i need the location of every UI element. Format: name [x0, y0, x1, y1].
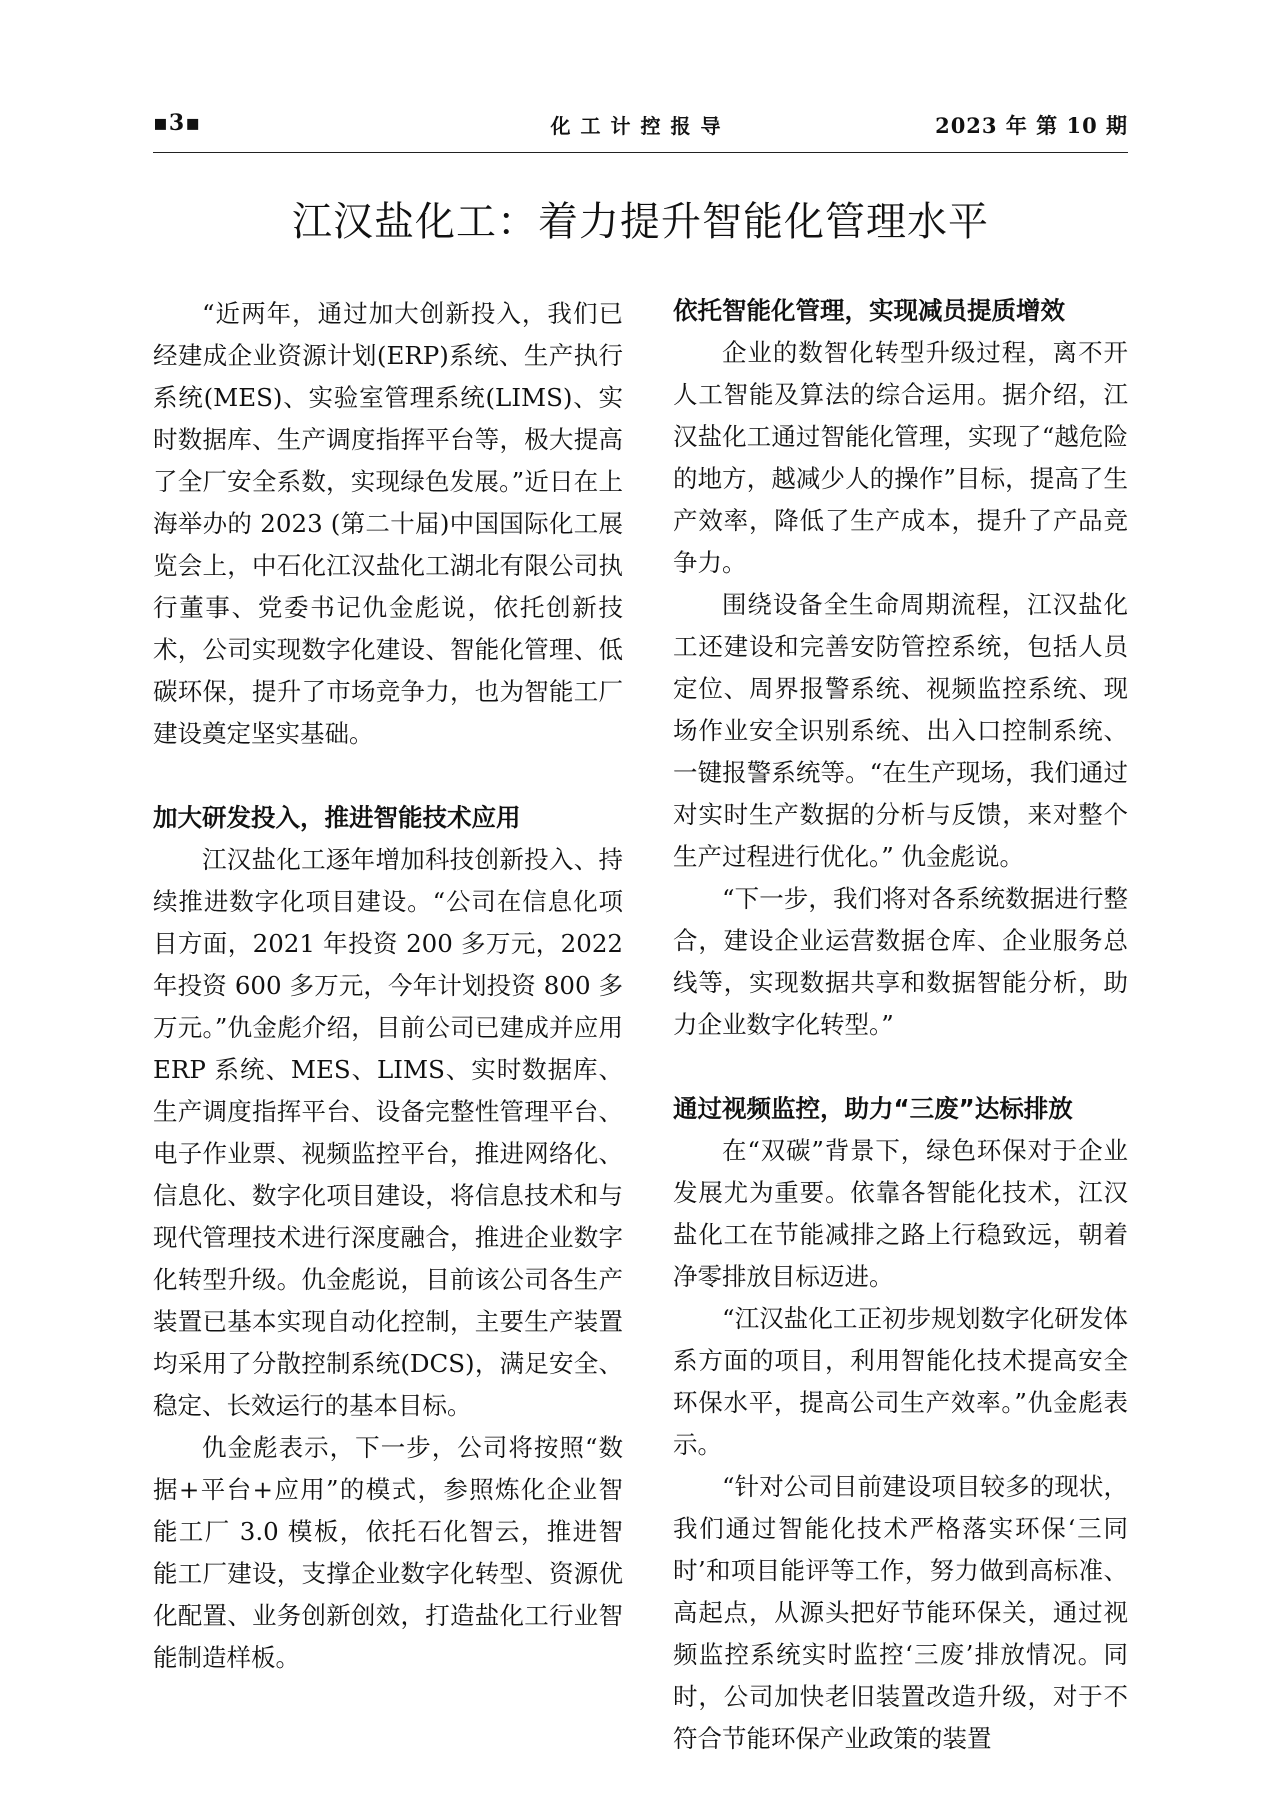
paragraph: “江汉盐化工正初步规划数字化研发体系方面的项目，利用智能化技术提高安全环保水平，提高公司生产效率。”仇金彪表示。 — [673, 1304, 1128, 1459]
paragraph: “针对公司目前建设项目较多的现状，我们通过智能化技术严格落实环保‘三同时’和项目能评等工作，努力做到高标准、高起点，从源头把好节能环保关，通过视频监控系统实时监控‘三废’排放情况。同时，公司加快老旧装置改造升级，对于不符合节能环保产业政策的装置 — [673, 1472, 1128, 1753]
paragraph: 在“双碳”背景下，绿色环保对于企业发展尤为重要。依靠各智能化技术，江汉盐化工在节能减排之路上行稳致远，朝着净零排放目标迈进。 — [673, 1136, 1128, 1291]
paragraph: 围绕设备全生命周期流程，江汉盐化工还建设和完善安防管控系统，包括人员定位、周界报警系统、视频监控系统、现场作业安全识别系统、出入口控制系统、一键报警系统等。“在生产现场，我们通过对实时生产数据的分析与反馈，来对整个生产过程进行优化。” 仇金彪说。 — [673, 590, 1128, 871]
paragraph: 江汉盐化工逐年增加科技创新投入、持续推进数字化项目建设。“公司在信息化项目方面，2021 年投资 200 多万元，2022 年投资 600 多万元，今年计划投资 800 多万元。”仇金彪介绍，目前公司已建成并应用 ERP 系统、MES、LIMS、实时数据库、生产调度指挥平台、设备完整性管理平台、电子作业票、视频监控平台，推进网络化、信息化、数字化项目建设，将信息技术和与现代管理技术进行深度融合，推进企业数字化转型升级。仇金彪说，目前该公司各生产装置已基本实现自动化控制，主要生产装置均采用了分散控制系统(DCS)，满足安全、稳定、长效运行的基本目标。 — [153, 845, 623, 1420]
article-title: 江汉盐化工：着力提升智能化管理水平 — [292, 199, 989, 245]
section-heading: 通过视频监控，助力“三废”达标排放 — [673, 1094, 1073, 1123]
right-column — [673, 290, 1128, 1760]
section-heading: 依托智能化管理，实现减员提质增效 — [673, 296, 1065, 325]
section-heading: 加大研发投入，推进智能技术应用 — [153, 803, 521, 832]
page-header — [153, 104, 1128, 153]
paragraph: “下一步，我们将对各系统数据进行整合，建设企业运营数据仓库、企业服务总线等，实现数据共享和数据智能分析，助力企业数字化转型。” — [673, 884, 1128, 1039]
paragraph: 仇金彪表示，下一步，公司将按照“数据+平台+应用”的模式，参照炼化企业智能工厂 3.0 模板，依托石化智云，推进智能工厂建设，支撑企业数字化转型、资源优化配置、业务创新创效，打造盐化工行业智能制造样板。 — [153, 1433, 623, 1672]
paragraph: “近两年，通过加大创新投入，我们已经建成企业资源计划(ERP)系统、生产执行系统(MES)、实验室管理系统(LIMS)、实时数据库、生产调度指挥平台等，极大提高了全厂安全系数，实现绿色发展。”近日在上海举办的 2023 (第二十届)中国国际化工展览会上，中石化江汉盐化工湖北有限公司执行董事、党委书记仇金彪说，依托创新技术，公司实现数字化建设、智能化管理、低碳环保，提升了市场竞争力，也为智能工厂建设奠定坚实基础。 — [153, 299, 623, 748]
paragraph-gap — [153, 755, 623, 797]
issue-label: 2023 年 第 10 期 — [935, 113, 1128, 138]
page-number: ▪3▪ — [153, 110, 202, 136]
journal-name: 化工计控报导 — [550, 114, 731, 138]
left-column — [153, 293, 623, 1679]
paragraph: 企业的数智化转型升级过程，离不开人工智能及算法的综合运用。据介绍，江汉盐化工通过智能化管理，实现了“越危险的地方，越减少人的操作”目标，提高了生产效率，降低了生产成本，提升了产品竞争力。 — [673, 338, 1128, 577]
paragraph-gap — [673, 1046, 1128, 1088]
